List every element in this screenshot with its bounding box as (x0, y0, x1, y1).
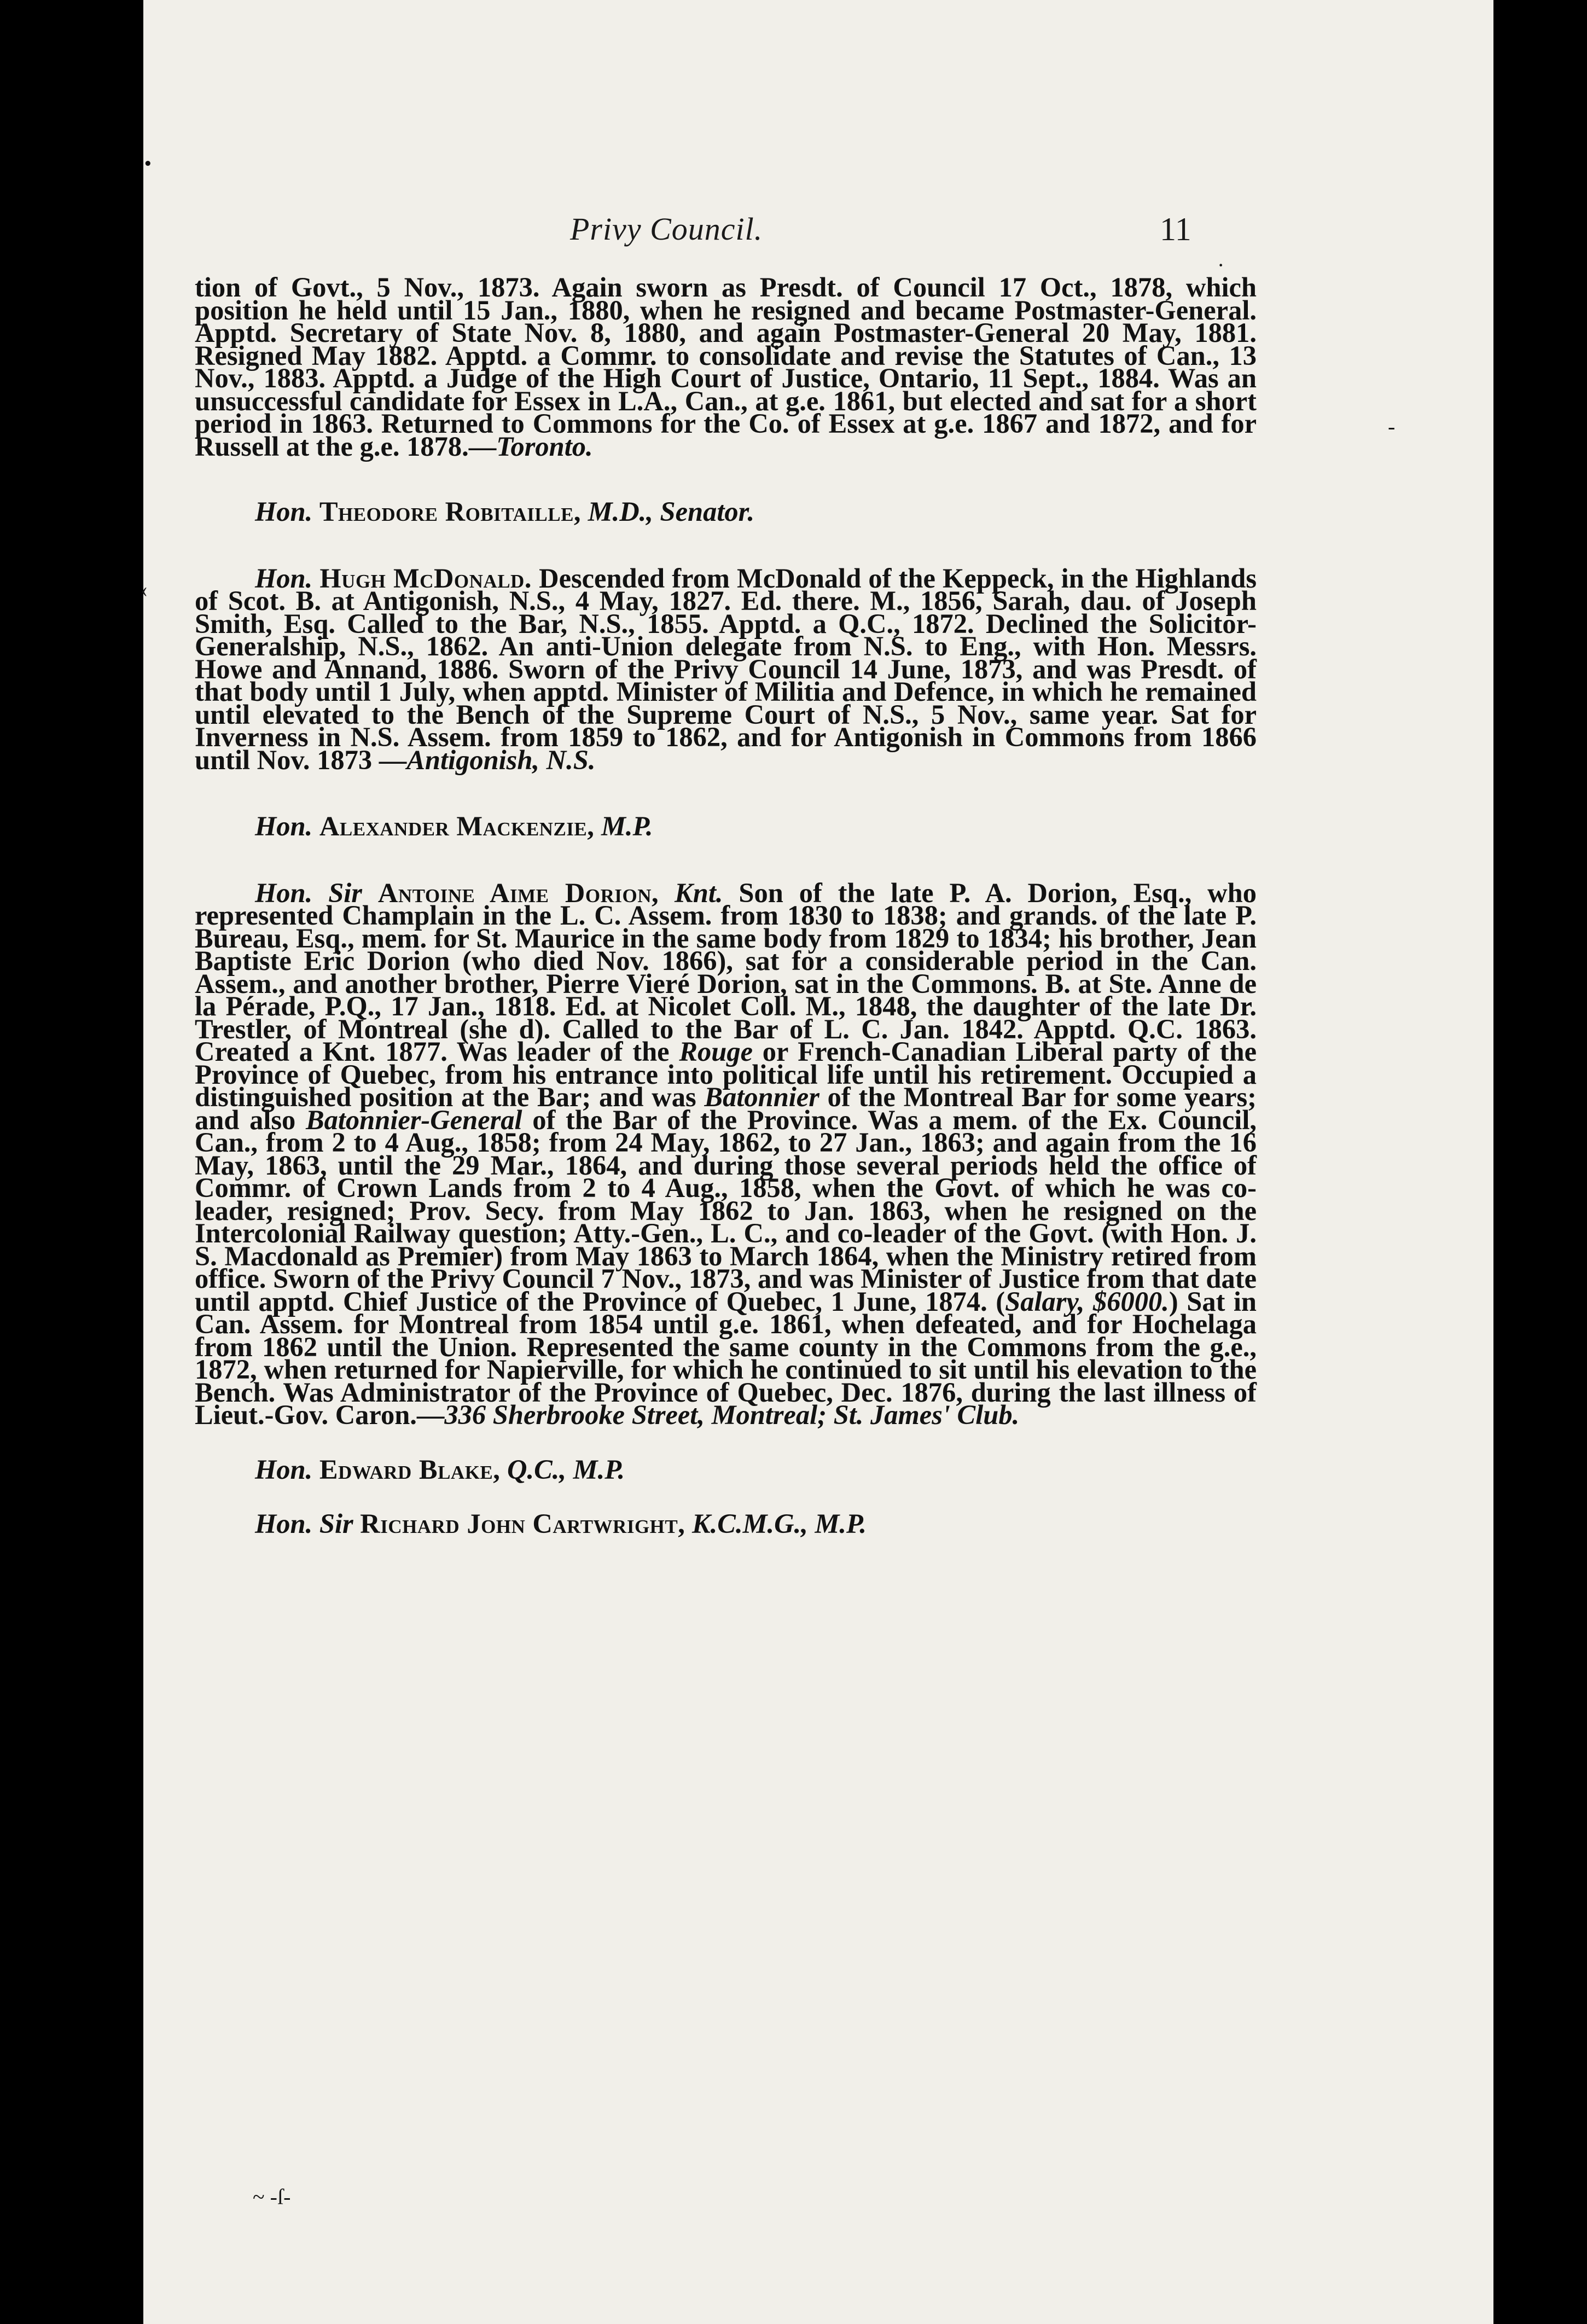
biography-text-4: of the Bar of the Province. Was a mem. of the Ex. Council, Can., from 2 to 4 Aug., 1858; from 24 May, 1862, to 27 Jan., 1863; and again from the 16 May, 1863, until the 29 Mar., 1864, and during those several periods held the office of Commr. of Crown Lands from 2 to 4 Aug., 1858, when the Govt. of which he was co-leader, resigned; Prov. Secy. from May 1862 to Jan. 1863, when he resigned on the Intercolonial Railway question; Atty.-Gen., L. C., and co-leader of the Govt. (with Hon. J. S. Macdonald as Premier) from May 1863 to March 1864, when the Ministry retired from office. Sworn of the Privy Council 7 Nov., 1873, and was Minister of Justice from that date until apptd. Chief Justice of the Province of Quebec, 1 June, 1874. ( (195, 1104, 1257, 1317)
page-content (195, 272, 1257, 1539)
biography-text-5: ) Sat in Can. Assem. for Montreal from 1854 until g.e. 1861, when defeated, and for Hochelaga from 1862 until the Union. Represented the same county in the Commons from the g.e., 1872, when returned for Napierville, for which he continued to sit until his elevation to the Bench. Was Administrator of the Province of Quebec, Dec. 1876, during the last illness of Lieut.-Gov. Caron.— (195, 1286, 1257, 1430)
mcdonald-entry (195, 562, 1257, 775)
biography-text-2: or French-Canadian Liberal party of the Province of Quebec, from his entrance into political life until his retirement. Occupied a distinguished position at the Bar; and was (195, 1036, 1257, 1112)
salary: Salary, $6000. (1005, 1286, 1169, 1317)
running-head: Privy Council. (570, 211, 763, 247)
scan-mark-top-right: - (1388, 414, 1396, 439)
person-name: Theodore Robitaille, (319, 496, 582, 527)
knighthood: Knt. (659, 877, 723, 908)
honorific: Hon. (255, 877, 313, 908)
page-number: 11 (1160, 211, 1191, 247)
honorific: Hon. (255, 1454, 313, 1485)
dorion-entry (195, 877, 1257, 1430)
biography-text: Descended from McDonald of the Keppeck, in the Highlands of Scot. B. at Antigonish, N.S., 4 May, 1827. Ed. there. M., 1856, Sarah, dau. of Joseph Smith, Esq. Called to the Bar, N.S., 1855. Apptd. a Q.C., 1872. Declined the Solicitor-Generalship, N.S., 1862. An anti-Union delegate from N.S. to Eng., with Hon. Messrs. Howe and Annand, 1886. Sworn of the Privy Council 14 June, 1873, and was Presdt. of that body until 1 July, when apptd. Minister of Militia and Defence, in which he remained until elevated to the Bench of the Supreme Court of N.S., 5 Nov., same year. Sat for Inverness in N.S. Assem. from 1859 to 1862, and for Antigonish in Commons from 1866 until Nov. 1873 — (195, 562, 1257, 775)
scan-mark-top: · (1217, 253, 1225, 277)
address: 336 Sherbrooke Street, Montreal; St. James' Club. (444, 1399, 1020, 1430)
person-name: Hugh McDonald. (319, 562, 532, 594)
page-header (143, 211, 1493, 260)
scan-mark-left: ‹ (141, 577, 148, 602)
scan-mark-bottom: ~ -ſ- (253, 2184, 291, 2209)
person-name: Richard John Cartwright, (360, 1508, 685, 1539)
person-title: M.P. (594, 811, 653, 841)
cartwright-entry (195, 1508, 1257, 1539)
office-batonnier: Batonnier (704, 1082, 819, 1112)
person-name: Edward Blake, (319, 1454, 501, 1485)
honorific: Hon. (255, 1508, 313, 1539)
honorific-sir: Sir (312, 1508, 361, 1539)
spacer (195, 458, 1257, 501)
mackenzie-entry (195, 811, 1257, 841)
biography-text-1: Son of the late P. A. Dorion, Esq., who represented Champlain in the L. C. Assem. from 1830 to 1838; and grands. of the late P. Bureau, Esq., mem. for St. Maurice in the same body from 1829 to 1834; his brother, Jean Baptiste Eric Dorion (who died Nov. 1866), sat for a considerable period in the Can. Assem., and another brother, Pierre Vieré Dorion, sat in the Commons. B. at Ste. Anne de la Pérade, P.Q., 17 Jan., 1818. Ed. at Nicolet Coll. M., 1848, the daughter of the late Dr. Trestler, of Montreal (she d). Called to the Bar of L. C. Jan. 1842. Apptd. Q.C. 1863. Created a Knt. 1877. Was leader of the (195, 877, 1257, 1067)
honorific: Hon. (255, 811, 313, 841)
person-name: Antoine Aime Dorion, (377, 877, 659, 908)
scan-dot-left: • (143, 156, 153, 172)
residence: Antigonish, N.S. (406, 744, 596, 775)
spacer (195, 524, 1257, 567)
office-batonnier-general: Batonnier-General (305, 1104, 522, 1135)
spacer (195, 771, 1257, 815)
party-name: Rouge (679, 1036, 753, 1067)
person-name: Alexander Mackenzie, (319, 811, 595, 841)
person-title: K.C.M.G., M.P. (685, 1508, 867, 1539)
book-page (143, 0, 1493, 2324)
honorific: Hon. (255, 496, 313, 527)
honorific-sir: Sir (312, 877, 378, 908)
blake-entry (195, 1454, 1257, 1485)
continuation-paragraph (195, 272, 1257, 462)
continuation-text: tion of Govt., 5 Nov., 1873. Again sworn as Presdt. of Council 17 Oct., 1878, which position he held until 15 Jan., 1880, when he resigned and became Postmaster-General. Apptd. Secretary of State Nov. 8, 1880, and again Postmaster-General 20 May, 1881. Resigned May 1882. Apptd. a Commr. to consolidate and revise the Statutes of Can., 13 Nov., 1883. Apptd. a Judge of the High Court of Justice, Ontario, 11 Sept., 1884. Was an unsuccessful candidate for Essex in L.A., Can., at g.e. 1861, but elected and sat for a short period in 1863. Returned to Commons for the Co. of Essex at g.e. 1867 and 1872, and for Russell at the g.e. 1878.— (195, 272, 1257, 462)
continuation-place: Toronto. (496, 431, 593, 462)
person-title: Q.C., M.P. (500, 1454, 625, 1485)
person-title: M.D., Senator. (581, 496, 755, 527)
honorific: Hon. (255, 562, 313, 594)
biography-text-3: of the Montreal Bar for some years; and also (195, 1082, 1257, 1135)
spacer (195, 838, 1257, 882)
robitaille-entry (195, 496, 1257, 527)
